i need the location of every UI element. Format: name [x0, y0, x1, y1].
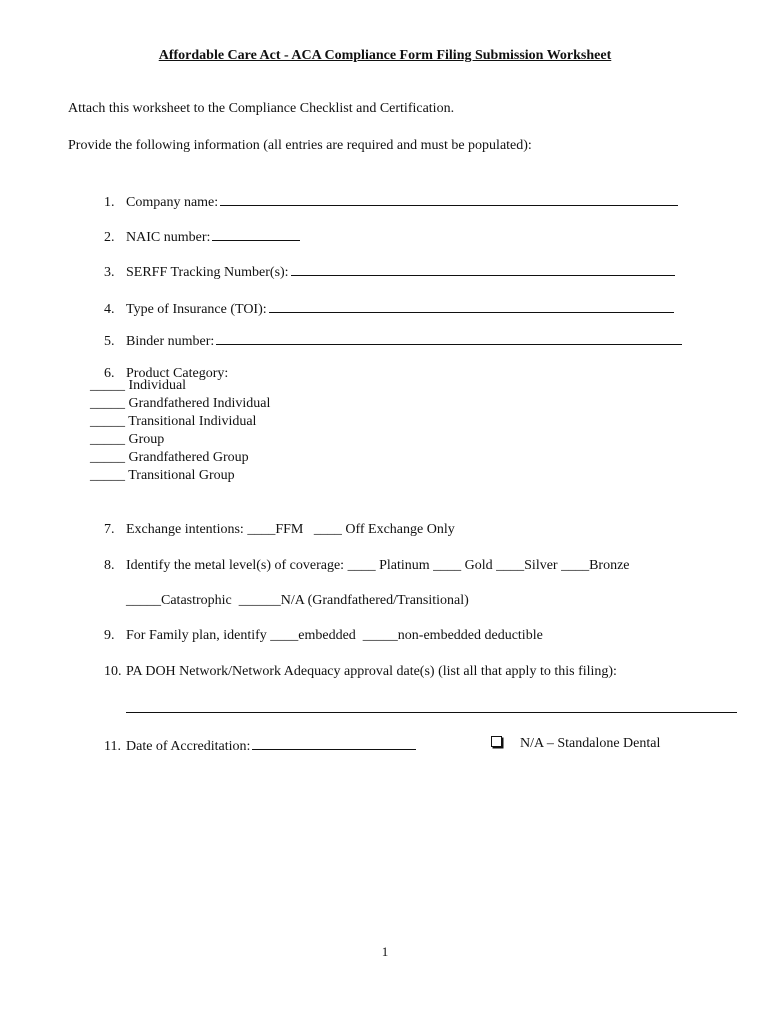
- product-category-label: Product Category:: [126, 366, 229, 381]
- na-blank[interactable]: ______: [238, 593, 281, 608]
- product-option-group[interactable]: [90, 431, 164, 449]
- binder-number-field[interactable]: [216, 330, 682, 345]
- product-option-transitional-individual[interactable]: [90, 413, 256, 431]
- standalone-dental-option[interactable]: [477, 717, 660, 771]
- option-blank[interactable]: _____: [90, 414, 125, 429]
- company-name-label: Company name:: [126, 195, 219, 210]
- option-blank[interactable]: _____: [90, 450, 125, 465]
- page-number: 1: [381, 944, 389, 959]
- gold-option: Gold: [464, 558, 493, 573]
- naic-number-field[interactable]: [212, 226, 300, 241]
- product-option-individual[interactable]: [90, 377, 186, 395]
- gold-blank[interactable]: ____: [433, 558, 462, 573]
- item-accreditation: [90, 717, 416, 774]
- platinum-option: Platinum: [379, 558, 430, 573]
- option-label: Transitional Individual: [128, 414, 257, 429]
- naic-number-label: NAIC number:: [126, 230, 211, 245]
- non-embedded-option: non-embedded deductible: [397, 628, 543, 643]
- na-option: N/A (Grandfathered/Transitional): [280, 593, 469, 608]
- standalone-dental-label: N/A – Standalone Dental: [520, 736, 661, 751]
- option-blank[interactable]: _____: [90, 468, 125, 483]
- company-name-field[interactable]: [220, 191, 678, 206]
- binder-label: Binder number:: [126, 334, 215, 349]
- ffm-option: FFM: [275, 522, 304, 537]
- non-embedded-blank[interactable]: _____: [362, 628, 398, 643]
- item-number: 9.: [104, 628, 115, 643]
- item-number: 5.: [104, 334, 115, 349]
- embedded-option: embedded: [298, 628, 356, 643]
- item-number: 3.: [104, 265, 115, 280]
- serff-tracking-field[interactable]: [291, 261, 675, 276]
- off-exchange-option: Off Exchange Only: [345, 522, 455, 537]
- product-option-transitional-group[interactable]: [90, 467, 235, 485]
- accreditation-label: Date of Accreditation:: [126, 739, 251, 754]
- off-exchange-blank[interactable]: ____: [313, 522, 342, 537]
- exchange-label: Exchange intentions:: [126, 522, 244, 537]
- platinum-blank[interactable]: ____: [347, 558, 376, 573]
- silver-blank[interactable]: ____: [496, 558, 525, 573]
- silver-option: Silver: [524, 558, 558, 573]
- ffm-blank[interactable]: ____: [247, 522, 276, 537]
- intro-instructions-text: Provide the following information (all entries are required and must be populated):: [68, 138, 532, 153]
- catastrophic-blank[interactable]: _____: [126, 593, 161, 608]
- intro-attach-text: Attach this worksheet to the Compliance Checklist and Certification.: [68, 101, 455, 116]
- option-label: Individual: [128, 378, 187, 393]
- serff-label: SERFF Tracking Number(s):: [126, 265, 289, 280]
- bronze-option: Bronze: [589, 558, 630, 573]
- option-label: Grandfathered Individual: [128, 396, 271, 411]
- item-number: 7.: [104, 522, 115, 537]
- item-number: 10.: [104, 664, 122, 679]
- option-blank[interactable]: _____: [90, 396, 125, 411]
- item-number: 11.: [104, 739, 121, 754]
- family-label: For Family plan, identify: [126, 628, 267, 643]
- embedded-blank[interactable]: ____: [270, 628, 299, 643]
- network-approval-date-field[interactable]: [126, 698, 737, 713]
- item-number: 6.: [104, 366, 115, 381]
- item-number: 4.: [104, 302, 115, 317]
- option-blank[interactable]: _____: [90, 378, 125, 393]
- option-label: Transitional Group: [128, 468, 235, 483]
- accreditation-date-field[interactable]: [252, 735, 416, 750]
- product-option-grandfathered-group[interactable]: [90, 449, 249, 467]
- item-number: 1.: [104, 195, 115, 210]
- option-label: Group: [128, 432, 165, 447]
- item-number: 8.: [104, 558, 115, 573]
- catastrophic-option: Catastrophic: [161, 593, 232, 608]
- toi-field[interactable]: [269, 298, 674, 313]
- metal-label: Identify the metal level(s) of coverage:: [126, 558, 345, 573]
- bronze-blank[interactable]: ____: [561, 558, 590, 573]
- item-number: 2.: [104, 230, 115, 245]
- option-blank[interactable]: _____: [90, 432, 125, 447]
- product-option-grandfathered-individual[interactable]: [90, 395, 270, 413]
- option-label: Grandfathered Group: [128, 450, 249, 465]
- standalone-dental-checkbox[interactable]: [491, 736, 502, 747]
- network-label: PA DOH Network/Network Adequacy approval date(s) (list all that apply to this filing):: [126, 664, 617, 679]
- toi-label: Type of Insurance (TOI):: [126, 302, 267, 317]
- page-title: Affordable Care Act - ACA Compliance Form Filing Submission Worksheet: [158, 48, 612, 63]
